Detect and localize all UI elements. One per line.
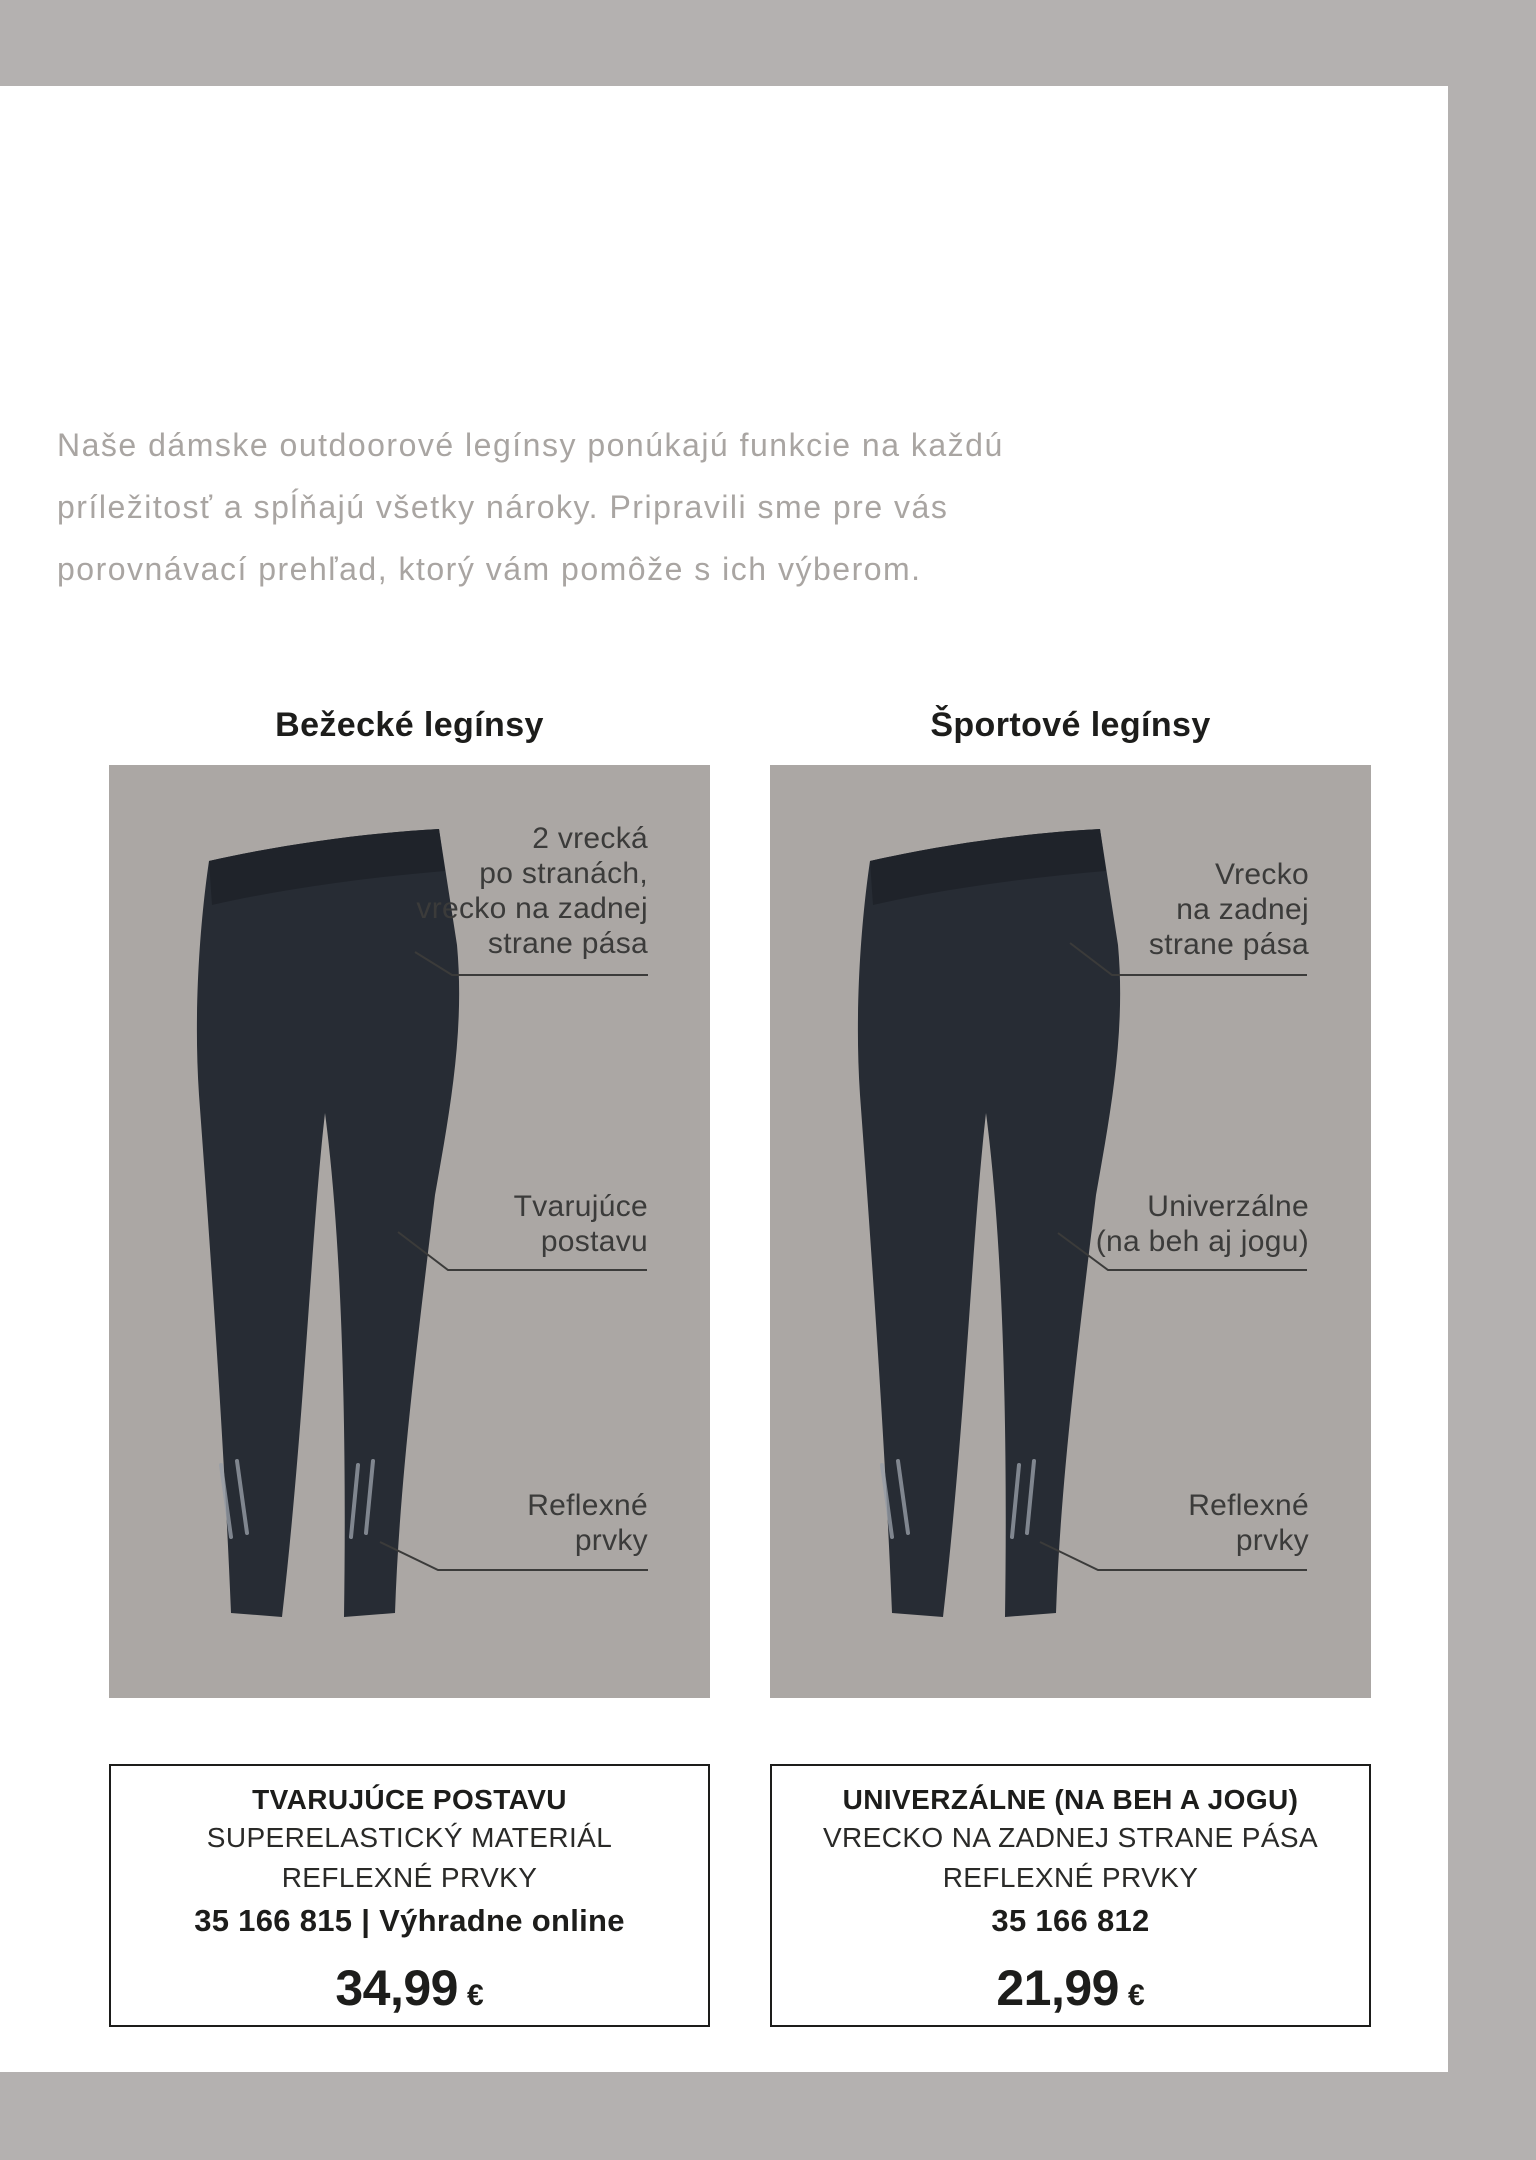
callout-reflective <box>527 1488 648 1558</box>
feature-secondary: VRECKO NA ZADNEJ STRANE PÁSA <box>822 1822 1319 1853</box>
callout-line: Reflexné <box>527 1489 648 1522</box>
feature-main: UNIVERZÁLNE (NA BEH A JOGU) <box>842 1784 1299 1815</box>
intro-line: porovnávací prehľad, ktorý vám pomôže s ich výberom. <box>57 551 922 587</box>
price-value: 34,99 <box>335 1960 458 2016</box>
callout-line: (na beh aj jogu) <box>1095 1225 1309 1258</box>
price <box>772 1958 1369 2031</box>
callout-line: na zadnej <box>1176 893 1309 926</box>
product-info-box-running <box>109 1764 710 2027</box>
feature-secondary: SUPERELASTICKÝ MATERIÁL <box>206 1822 613 1853</box>
callout-back-pocket <box>1149 857 1309 962</box>
callout-pockets <box>416 821 648 961</box>
product-panel-sport <box>770 765 1371 1698</box>
callout-line: prvky <box>1235 1524 1309 1557</box>
intro-line: príležitosť a spĺňajú všetky nároky. Pripravili sme pre vás <box>57 489 949 525</box>
intro-paragraph <box>57 414 1207 600</box>
callout-line: Vrecko <box>1214 858 1309 891</box>
page-frame-right <box>1448 0 1536 2160</box>
callout-line: vrecko na zadnej <box>416 892 648 925</box>
callout-line: po stranách, <box>479 857 648 890</box>
product-info-box-sport <box>770 1764 1371 2027</box>
callout-line: strane pása <box>487 927 648 960</box>
callout-universal <box>1096 1189 1309 1259</box>
product-panel-running <box>109 765 710 1698</box>
price <box>111 1958 708 2031</box>
callout-line: strane pása <box>1148 928 1309 961</box>
feature-main: TVARUJÚCE POSTAVU <box>252 1784 567 1815</box>
page-frame-top <box>0 0 1536 86</box>
currency-symbol: € <box>466 1979 484 2012</box>
sku-line: 35 166 812 <box>991 1903 1150 1938</box>
callout-shaping <box>514 1189 648 1259</box>
callout-line: prvky <box>574 1524 648 1557</box>
feature-secondary: REFLEXNÉ PRVKY <box>942 1862 1199 1893</box>
intro-line: Naše dámske outdoorové legínsy ponúkajú funkcie na každú <box>57 427 1004 463</box>
column-title-sport-leggings: Športové legínsy <box>930 706 1211 744</box>
sku-line: 35 166 815 | Výhradne online <box>194 1903 625 1938</box>
callout-line: Reflexné <box>1188 1489 1309 1522</box>
page-frame-bottom <box>0 2072 1536 2160</box>
feature-secondary: REFLEXNÉ PRVKY <box>281 1862 538 1893</box>
callout-line: postavu <box>540 1225 648 1258</box>
callout-line: 2 vrecká <box>532 822 648 855</box>
callout-line: Univerzálne <box>1147 1190 1309 1223</box>
currency-symbol: € <box>1127 1979 1145 2012</box>
callout-line: Tvarujúce <box>513 1190 648 1223</box>
price-value: 21,99 <box>996 1960 1119 2016</box>
callout-reflective <box>1188 1488 1309 1558</box>
column-title-running-leggings: Bežecké legínsy <box>275 706 544 744</box>
